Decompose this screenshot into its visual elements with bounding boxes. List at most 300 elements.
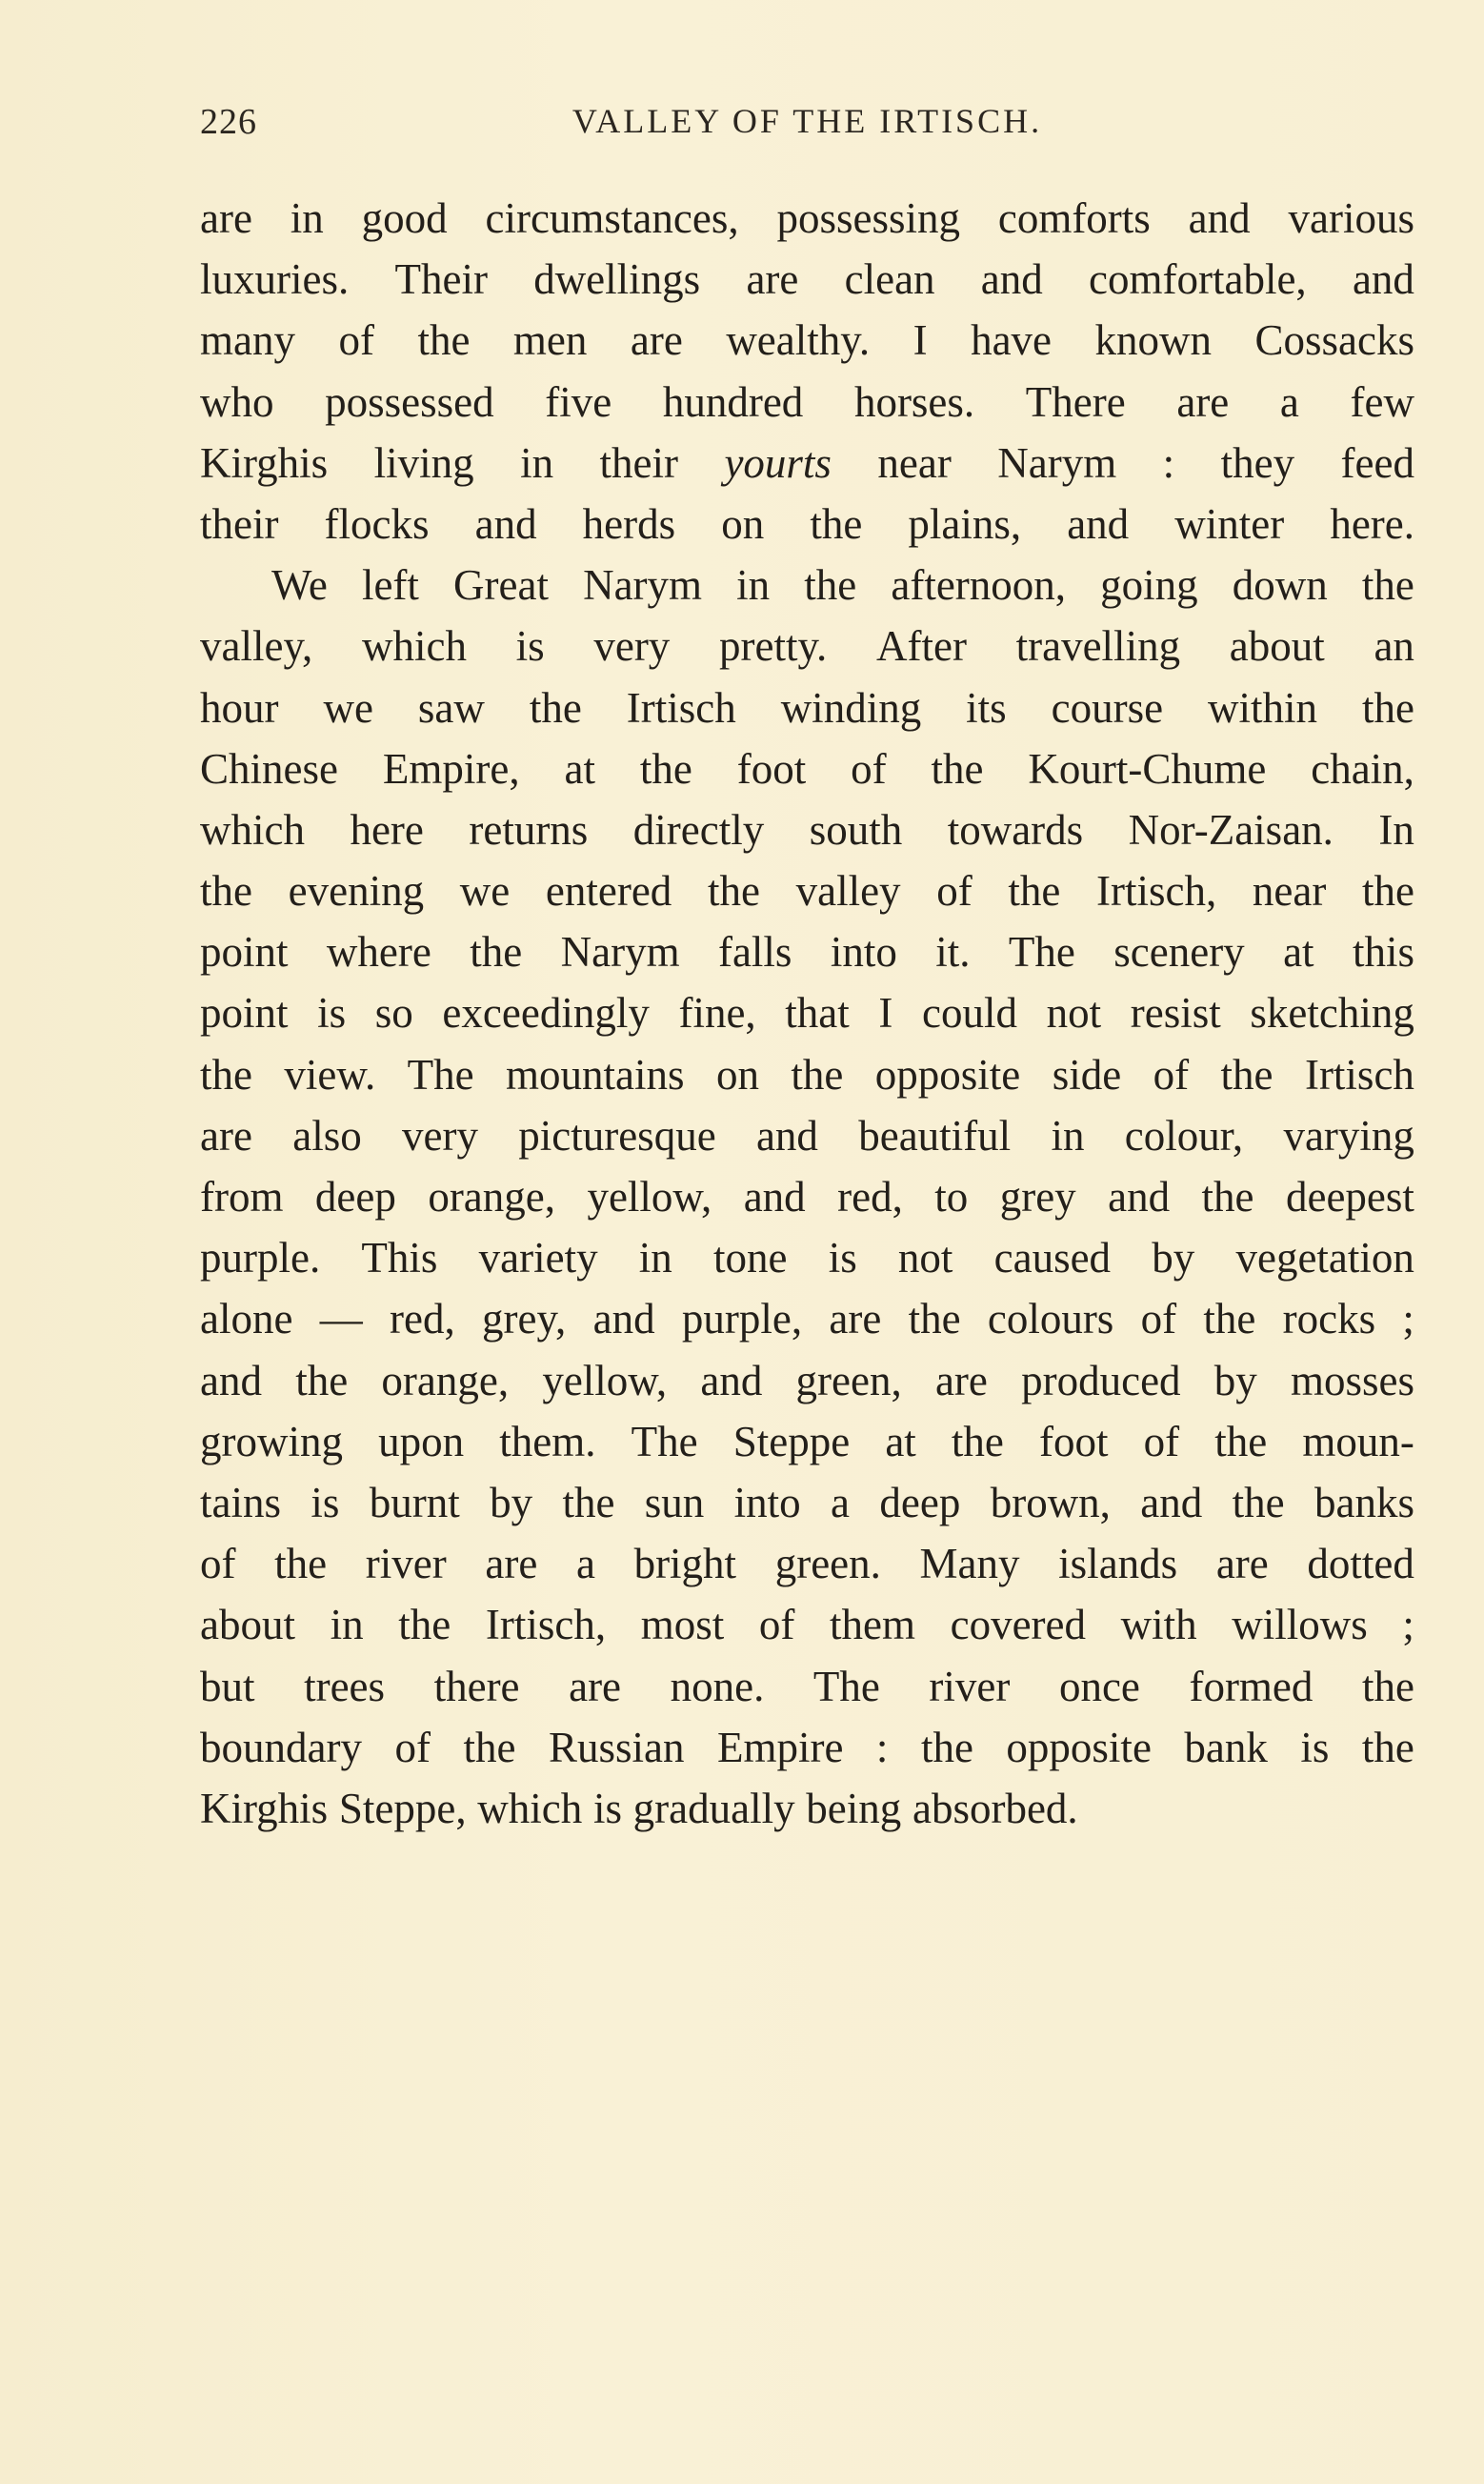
word: colour, xyxy=(1124,1111,1244,1160)
word: winding xyxy=(780,683,922,732)
word: in xyxy=(520,438,554,487)
word: we xyxy=(323,683,373,732)
word: on xyxy=(715,1050,759,1099)
word: we xyxy=(459,867,511,916)
word: the xyxy=(1361,1723,1414,1771)
word: The xyxy=(1008,928,1075,977)
word: hundred xyxy=(662,377,804,426)
word: banks xyxy=(1314,1478,1414,1526)
text-line xyxy=(200,1350,1414,1411)
word: and xyxy=(1067,499,1130,548)
word: entered xyxy=(545,867,672,916)
word: few xyxy=(1350,377,1414,426)
word: are xyxy=(485,1540,538,1588)
word: willows xyxy=(1232,1601,1368,1649)
word: most xyxy=(640,1601,725,1649)
word: which xyxy=(200,805,305,854)
word: are xyxy=(1215,1540,1269,1588)
word: Irtisch, xyxy=(485,1601,607,1649)
word: : xyxy=(1162,438,1175,487)
word: brown, xyxy=(990,1478,1111,1526)
word: on xyxy=(721,499,765,548)
word: moun- xyxy=(1302,1417,1414,1465)
word: The xyxy=(812,1662,880,1710)
word: Narym xyxy=(560,928,680,977)
word: grey xyxy=(999,1173,1076,1221)
word: caused xyxy=(993,1234,1112,1282)
word: opposite xyxy=(1006,1723,1152,1771)
text-line xyxy=(200,921,1414,982)
word: that xyxy=(785,989,850,1038)
word: covered xyxy=(950,1601,1086,1649)
word: their xyxy=(200,499,279,548)
word: Narym xyxy=(583,561,703,610)
word: The xyxy=(407,1050,474,1099)
word: of xyxy=(1153,1050,1190,1099)
text-line xyxy=(200,738,1414,799)
word: alone xyxy=(200,1295,293,1343)
page-number: 226 xyxy=(200,102,257,142)
word: south xyxy=(809,805,903,854)
word: the xyxy=(1361,1662,1414,1710)
word: tone xyxy=(713,1234,788,1282)
word: Russian xyxy=(548,1723,685,1771)
word: are xyxy=(200,194,252,242)
word: saw xyxy=(417,683,485,732)
word: ; xyxy=(1402,1601,1414,1649)
word: and xyxy=(743,1173,806,1221)
word: the xyxy=(810,499,863,548)
text-line xyxy=(200,249,1414,310)
word: and xyxy=(1108,1173,1171,1221)
word: is xyxy=(1300,1723,1330,1771)
word: Great xyxy=(453,561,549,610)
word: are xyxy=(200,1111,252,1160)
word: scenery xyxy=(1113,928,1245,977)
word: absorbed. xyxy=(912,1784,1078,1832)
word: sketching xyxy=(1250,989,1414,1038)
word: gradually xyxy=(632,1784,795,1832)
word: a xyxy=(831,1478,851,1526)
word: from xyxy=(200,1173,284,1221)
word: view. xyxy=(284,1050,376,1099)
word: Steppe xyxy=(732,1417,851,1465)
word: by xyxy=(1152,1234,1195,1282)
word: yellow, xyxy=(542,1356,668,1404)
word: Many xyxy=(919,1540,1020,1588)
word: a xyxy=(1279,377,1299,426)
word: towards xyxy=(947,805,1084,854)
text-line xyxy=(200,310,1414,371)
word: Irtisch, xyxy=(1096,867,1217,916)
word: the xyxy=(1232,1478,1285,1526)
word: deepest xyxy=(1285,1173,1414,1221)
word: is xyxy=(828,1234,857,1282)
word: here xyxy=(350,805,424,854)
word: horses. xyxy=(853,377,975,426)
text-line xyxy=(200,1656,1414,1717)
word: varying xyxy=(1283,1111,1414,1160)
word: the xyxy=(1008,867,1061,916)
word: and xyxy=(474,499,537,548)
word: wealthy. xyxy=(726,316,871,365)
word: circumstances, xyxy=(485,194,739,242)
word: is xyxy=(311,1478,340,1526)
word: the xyxy=(1201,1173,1254,1221)
text-line xyxy=(200,860,1414,921)
word: In xyxy=(1378,805,1414,854)
word: have xyxy=(971,316,1053,365)
word: of xyxy=(200,1540,236,1588)
word: : xyxy=(875,1723,889,1771)
word: being xyxy=(806,1784,902,1832)
word: river xyxy=(365,1540,447,1588)
word: ; xyxy=(1402,1295,1414,1343)
word: the xyxy=(200,867,252,916)
word: Empire xyxy=(716,1723,844,1771)
text-line xyxy=(200,1411,1414,1472)
word: grey, xyxy=(482,1295,567,1343)
word: the xyxy=(274,1540,328,1588)
word: Irtisch xyxy=(626,683,736,732)
word: and xyxy=(1140,1478,1203,1526)
word: Kourt-Chume xyxy=(1028,744,1267,793)
word: and xyxy=(200,1356,262,1404)
word: the xyxy=(804,561,857,610)
word: of xyxy=(338,316,374,365)
word: pretty. xyxy=(719,622,828,671)
word: at xyxy=(1283,928,1314,977)
text-line xyxy=(200,1288,1414,1349)
word: the xyxy=(791,1050,844,1099)
word: known xyxy=(1094,316,1212,365)
word: afternoon, xyxy=(891,561,1067,610)
word: I xyxy=(912,316,928,365)
word: and xyxy=(1352,255,1414,304)
word: mosses xyxy=(1290,1356,1414,1404)
word: to xyxy=(934,1173,969,1221)
text-line xyxy=(200,1717,1414,1778)
word: resist xyxy=(1130,989,1221,1038)
word: in xyxy=(736,561,771,610)
word: Steppe, xyxy=(338,1784,467,1832)
word: purple, xyxy=(681,1295,803,1343)
word: the xyxy=(529,683,582,732)
text-line xyxy=(200,188,1414,249)
word: in xyxy=(1051,1111,1085,1160)
text-line xyxy=(200,1227,1414,1288)
word: We xyxy=(271,561,328,610)
word: red, xyxy=(837,1173,903,1221)
text-line xyxy=(200,433,1414,494)
word: going xyxy=(1100,561,1198,610)
word: men xyxy=(512,316,588,365)
text-line xyxy=(200,1166,1414,1227)
word: orange, xyxy=(428,1173,555,1221)
word: river xyxy=(929,1662,1011,1710)
word: the xyxy=(1361,867,1414,916)
word: not xyxy=(1046,989,1102,1038)
word: are xyxy=(569,1662,622,1710)
word: with xyxy=(1120,1601,1197,1649)
word: are xyxy=(630,316,683,365)
word: directly xyxy=(632,805,765,854)
word: picturesque xyxy=(518,1111,716,1160)
word: there xyxy=(433,1662,520,1710)
word: are xyxy=(1176,377,1230,426)
word: mountains xyxy=(506,1050,685,1099)
word: a xyxy=(575,1540,595,1588)
text-line xyxy=(200,1778,1414,1839)
word: the xyxy=(398,1601,451,1649)
word: purple. xyxy=(200,1234,321,1282)
word: the xyxy=(931,744,984,793)
word: very xyxy=(593,622,671,671)
word: so xyxy=(374,989,413,1038)
text-line xyxy=(200,677,1414,738)
word: point xyxy=(200,928,289,977)
word: falls xyxy=(717,928,792,977)
running-head-title: VALLEY OF THE IRTISCH. xyxy=(572,102,1043,140)
word: luxuries. xyxy=(200,255,350,304)
word: herds xyxy=(582,499,676,548)
word: travelling xyxy=(1015,622,1181,671)
word: valley xyxy=(795,867,901,916)
word: this xyxy=(1352,928,1414,977)
word: and xyxy=(592,1295,655,1343)
word: near xyxy=(1252,867,1327,916)
word: and xyxy=(980,255,1043,304)
word: within xyxy=(1208,683,1318,732)
word: exceedingly xyxy=(442,989,650,1038)
word: living xyxy=(373,438,474,487)
word: in xyxy=(330,1601,364,1649)
word: here. xyxy=(1330,499,1414,548)
text-line xyxy=(200,1533,1414,1594)
word: of xyxy=(936,867,973,916)
word: and xyxy=(755,1111,818,1160)
word: colours xyxy=(987,1295,1114,1343)
word: yourts xyxy=(724,438,832,487)
text-line xyxy=(200,1472,1414,1533)
word: them. xyxy=(499,1417,596,1465)
word: also xyxy=(292,1111,362,1160)
word: possessing xyxy=(776,194,960,242)
word: and xyxy=(700,1356,763,1404)
word: the xyxy=(1361,561,1414,610)
word: into xyxy=(830,928,897,977)
word: in xyxy=(290,194,324,242)
word: produced xyxy=(1021,1356,1181,1404)
word: the xyxy=(908,1295,961,1343)
word: Empire, xyxy=(382,744,520,793)
word: are xyxy=(934,1356,988,1404)
text-line xyxy=(200,555,1414,616)
word: beautiful xyxy=(858,1111,1012,1160)
word: many xyxy=(200,316,295,365)
word: After xyxy=(875,622,967,671)
word: foot xyxy=(736,744,807,793)
word: burnt xyxy=(369,1478,460,1526)
word: point xyxy=(200,989,289,1038)
word: tains xyxy=(200,1478,281,1526)
word: about xyxy=(1229,622,1325,671)
word: the xyxy=(200,1050,252,1099)
word: by xyxy=(490,1478,533,1526)
word: I xyxy=(878,989,893,1038)
word: near xyxy=(877,438,952,487)
word: evening xyxy=(288,867,425,916)
word: is xyxy=(317,989,347,1038)
word: rocks xyxy=(1282,1295,1376,1343)
word: of xyxy=(394,1723,431,1771)
word: Cossacks xyxy=(1254,316,1414,365)
word: which xyxy=(477,1784,583,1832)
word: — xyxy=(319,1295,363,1343)
word: which xyxy=(361,622,467,671)
word: feed xyxy=(1340,438,1414,487)
word: red, xyxy=(390,1295,455,1343)
word: sun xyxy=(644,1478,705,1526)
word: chain, xyxy=(1311,744,1414,793)
word: Nor-Zaisan. xyxy=(1128,805,1334,854)
text-line xyxy=(200,1594,1414,1655)
text-line xyxy=(200,494,1414,555)
word: by xyxy=(1213,1356,1257,1404)
word: who xyxy=(200,377,274,426)
word: variety xyxy=(478,1234,598,1282)
word: five xyxy=(545,377,612,426)
word: fine, xyxy=(678,989,756,1038)
word: are xyxy=(746,255,799,304)
word: into xyxy=(733,1478,801,1526)
word: of xyxy=(1143,1417,1180,1465)
word: hour xyxy=(200,683,279,732)
word: good xyxy=(361,194,448,242)
word: is xyxy=(515,622,545,671)
word: returns xyxy=(469,805,589,854)
word: deep xyxy=(314,1173,396,1221)
word: yellow, xyxy=(587,1173,712,1221)
text-line xyxy=(200,1105,1414,1166)
word: flocks xyxy=(324,499,430,548)
word: of xyxy=(758,1601,795,1649)
word: are xyxy=(829,1295,882,1343)
word: the xyxy=(707,867,760,916)
word: orange, xyxy=(381,1356,510,1404)
word: of xyxy=(851,744,887,793)
word: valley, xyxy=(200,622,313,671)
word: green. xyxy=(774,1540,881,1588)
word: not xyxy=(897,1234,953,1282)
word: bank xyxy=(1184,1723,1268,1771)
word: the xyxy=(951,1417,1004,1465)
word: growing xyxy=(200,1417,343,1465)
word: the xyxy=(1214,1417,1268,1465)
word: the xyxy=(463,1723,516,1771)
word: it. xyxy=(935,928,971,977)
word: the xyxy=(639,744,692,793)
word: at xyxy=(564,744,595,793)
word: Kirghis xyxy=(200,1784,329,1832)
word: the xyxy=(562,1478,615,1526)
word: boundary xyxy=(200,1723,362,1771)
word: very xyxy=(402,1111,478,1160)
word: Chinese xyxy=(200,744,338,793)
word: Irtisch xyxy=(1304,1050,1414,1099)
body-text xyxy=(200,188,1414,1839)
word: the xyxy=(1220,1050,1273,1099)
word: clean xyxy=(844,255,935,304)
word: winter xyxy=(1174,499,1285,548)
word: green, xyxy=(795,1356,902,1404)
word: the xyxy=(1203,1295,1256,1343)
word: possessed xyxy=(325,377,494,426)
word: dotted xyxy=(1307,1540,1414,1588)
word: their xyxy=(599,438,678,487)
word: its xyxy=(966,683,1007,732)
word: side xyxy=(1052,1050,1122,1099)
word: the xyxy=(470,928,523,977)
word: once xyxy=(1058,1662,1140,1710)
word: the xyxy=(1362,683,1414,732)
word: bright xyxy=(633,1540,737,1588)
word: but xyxy=(200,1662,255,1710)
word: the xyxy=(417,316,471,365)
text-line xyxy=(200,616,1414,677)
word: of xyxy=(1140,1295,1177,1343)
word: foot xyxy=(1039,1417,1109,1465)
word: could xyxy=(922,989,1018,1038)
word: There xyxy=(1025,377,1126,426)
word: about xyxy=(200,1601,295,1649)
text-line xyxy=(200,982,1414,1043)
word: where xyxy=(326,928,431,977)
text-line xyxy=(200,1044,1414,1105)
word: the xyxy=(920,1723,973,1771)
word: in xyxy=(638,1234,672,1282)
word: comfortable, xyxy=(1089,255,1307,304)
word: left xyxy=(361,561,419,610)
word: plains, xyxy=(908,499,1022,548)
word: course xyxy=(1051,683,1164,732)
word: none. xyxy=(670,1662,765,1710)
word: the xyxy=(295,1356,349,1404)
word: an xyxy=(1374,622,1414,671)
word: trees xyxy=(304,1662,386,1710)
word: opposite xyxy=(874,1050,1021,1099)
word: This xyxy=(361,1234,438,1282)
word: Their xyxy=(394,255,488,304)
text-line xyxy=(200,799,1414,860)
word: at xyxy=(885,1417,916,1465)
word: them xyxy=(829,1601,915,1649)
word: islands xyxy=(1058,1540,1178,1588)
text-line xyxy=(200,372,1414,433)
word: The xyxy=(631,1417,698,1465)
word: various xyxy=(1288,194,1414,242)
word: formed xyxy=(1189,1662,1314,1710)
running-head xyxy=(200,95,1414,152)
word: is xyxy=(592,1784,622,1832)
word: they xyxy=(1220,438,1295,487)
word: down xyxy=(1232,561,1328,610)
word: deep xyxy=(879,1478,961,1526)
word: upon xyxy=(378,1417,465,1465)
word: comforts xyxy=(997,194,1151,242)
word: Narym xyxy=(997,438,1117,487)
word: dwellings xyxy=(533,255,701,304)
